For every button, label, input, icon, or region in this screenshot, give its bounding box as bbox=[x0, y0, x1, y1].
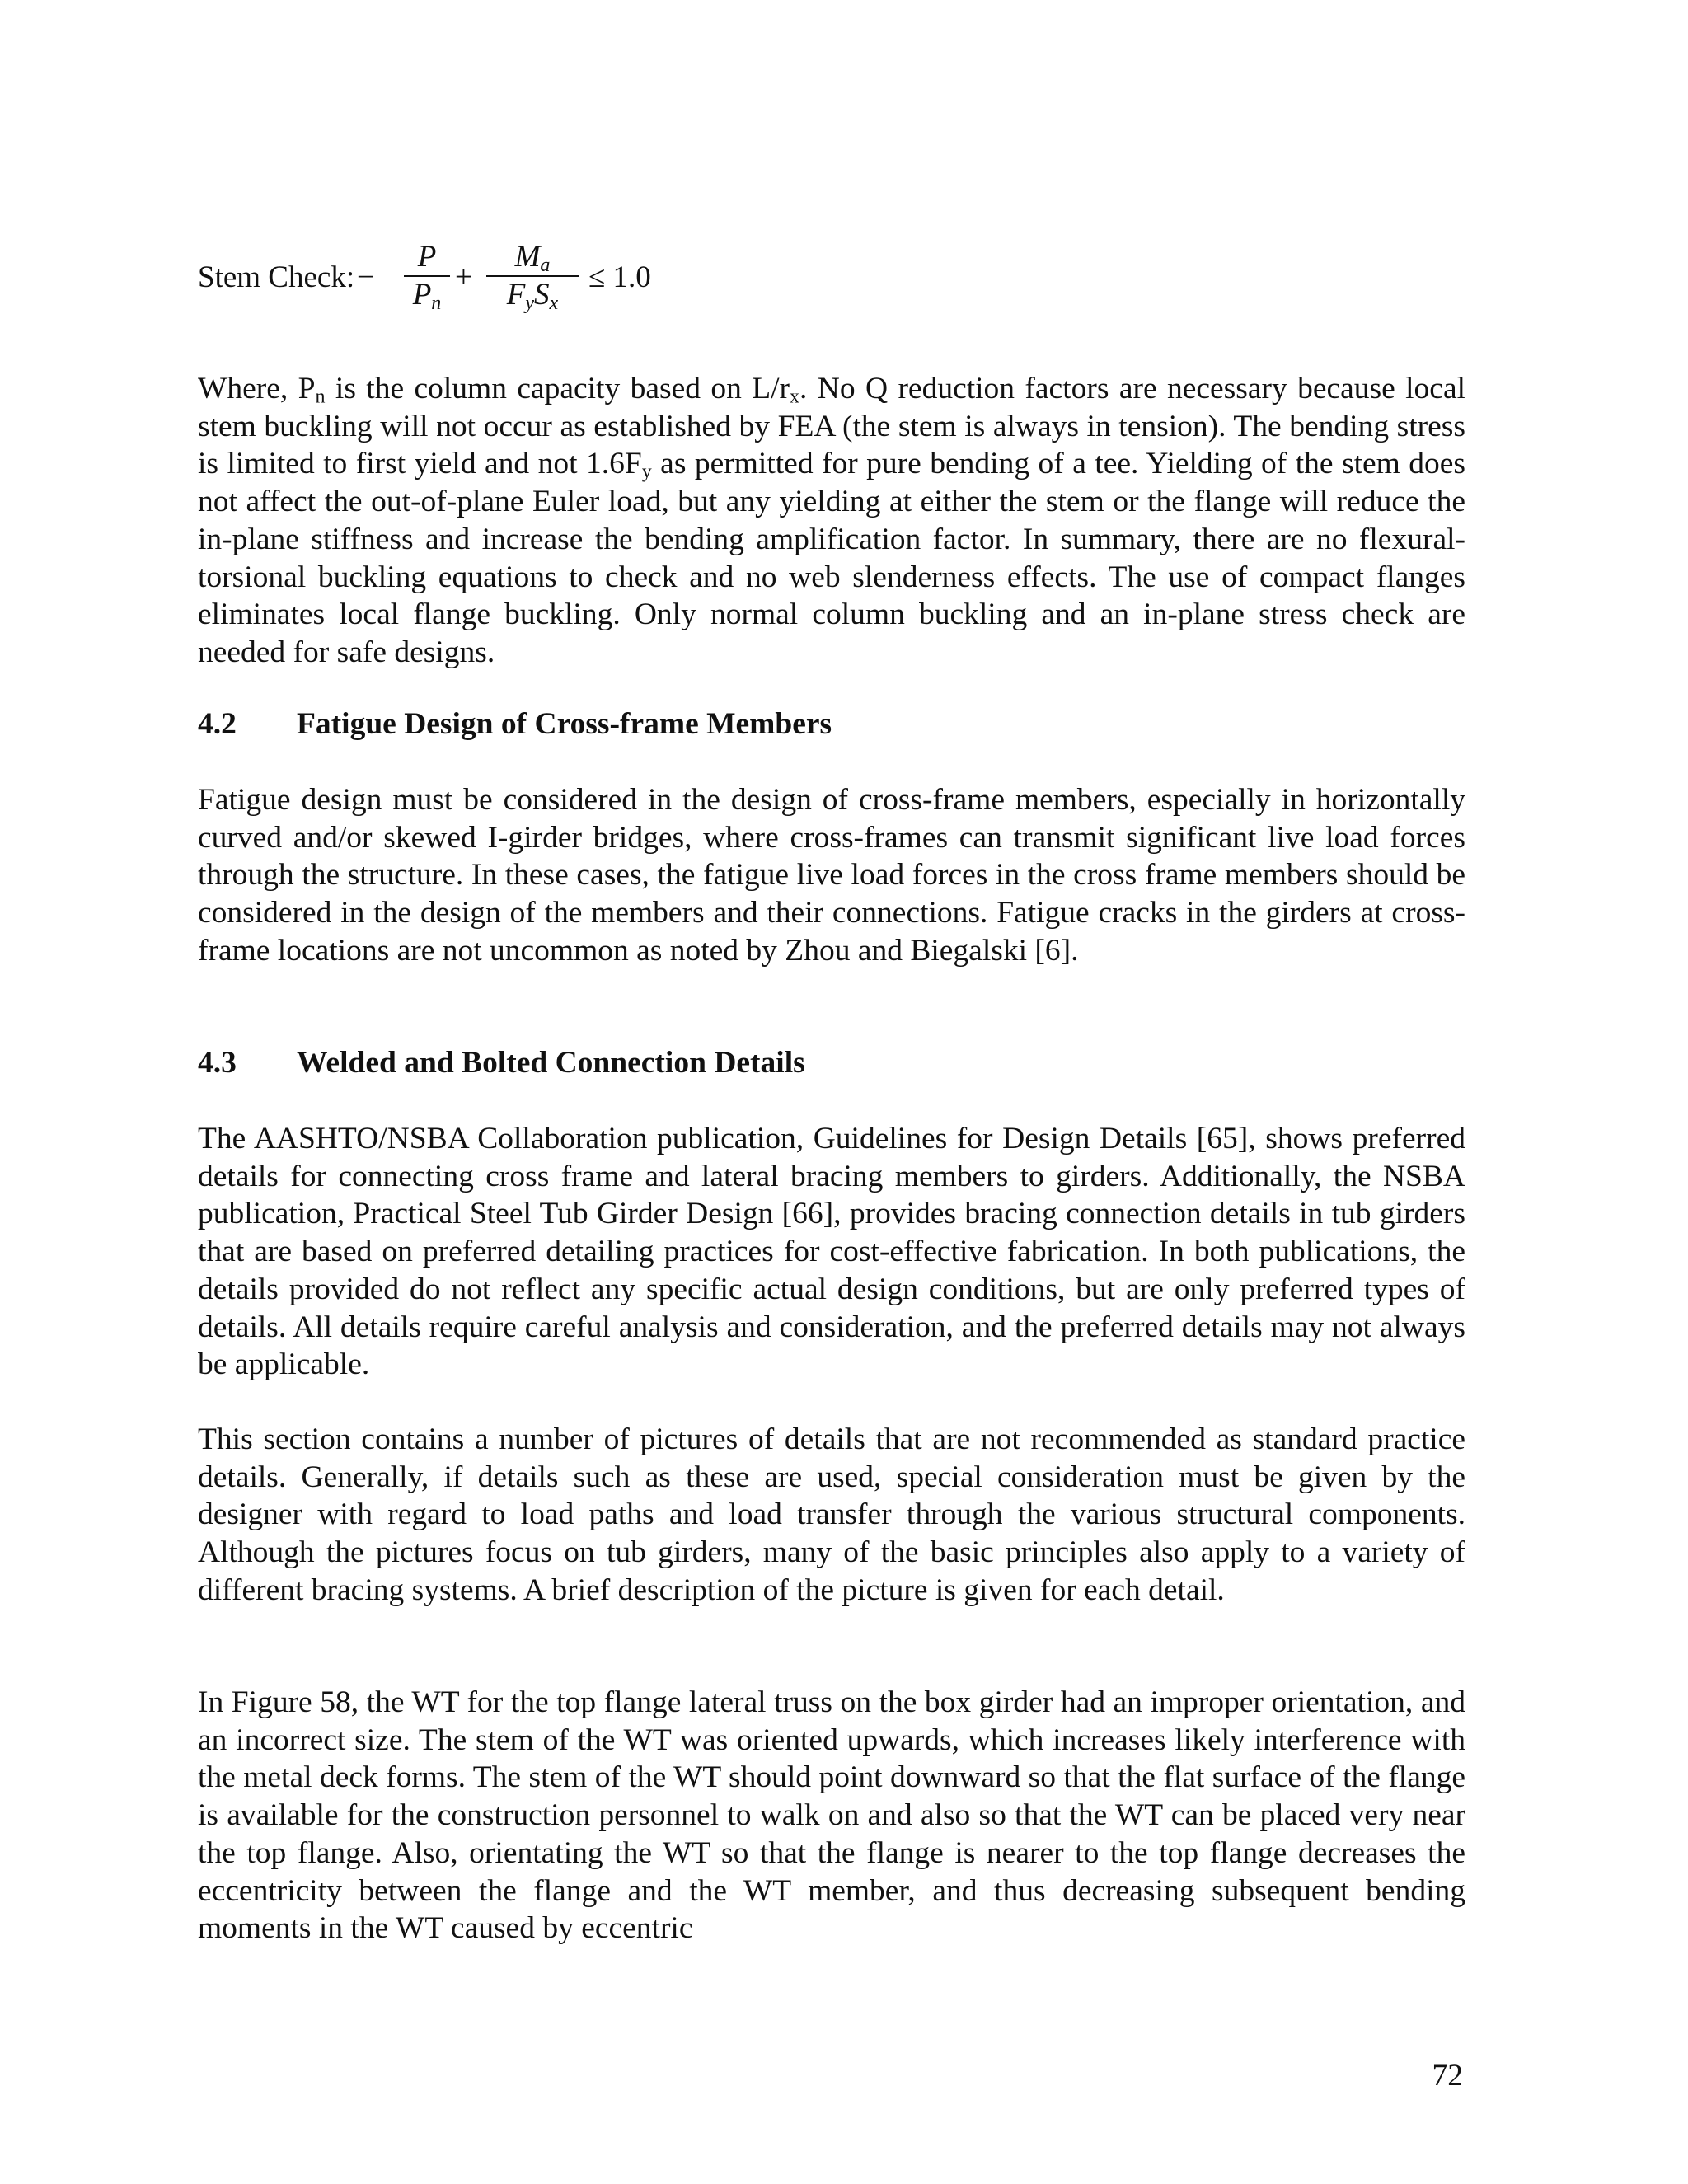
paragraph-pictures: This section contains a number of pictures of details that are not recommended as standard practice details. Generally, if details such as these are used, special consideration must be given by the designer with regard to load paths and load transfer through the various structural components. Although the pictures focus on tub girders, many of the basic principles also apply to a variety of different bracing systems. A brief description of the picture is given for each detail. bbox=[198, 1422, 1465, 1607]
fraction-2-denominator: $F_yS_x$ bbox=[506, 278, 559, 314]
equation-rhs: ≤ 1.0 bbox=[588, 260, 651, 294]
section-heading-4-3 bbox=[198, 1044, 805, 1082]
paragraph-guidelines: The AASHTO/NSBA Collaboration publication, Guidelines for Design Details [65], shows preferred details for connecting cross frame and lateral bracing members to girders. Additionally, the NSBA publication, Practical Steel Tub Girder Design [66], provides bracing connection details in tub girders that are based on preferred detailing practices for cost-effective fabrication. In both publications, the details provided do not reflect any specific actual design conditions, but are only preferred types of details. All details require careful analysis and consideration, and the preferred details may not always be applicable. bbox=[198, 1122, 1465, 1382]
equation-plus: + bbox=[455, 260, 472, 294]
fraction-2-numerator: $M_a$ bbox=[514, 240, 551, 276]
paragraph-figure-58: In Figure 58, the WT for the top flange lateral truss on the box girder had an improper orientation, and an incorrect size. The stem of the WT was oriented upwards, which increases likely interference with the metal deck forms. The stem of the WT should point downward so that the flat surface of the flange is available for the construction personnel to walk on and also so that the WT can be placed very near the top flange. Also, orientating the WT so that the flange is nearer to the top flange decreases the eccentricity between the flange and the WT member, and thus decreasing subsequent bending moments in the WT caused by eccentric bbox=[198, 1685, 1465, 1946]
equation-label: Stem Check: bbox=[198, 260, 355, 294]
section-title: Fatigue Design of Cross-frame Members bbox=[297, 707, 832, 741]
section-number: 4.2 bbox=[198, 707, 237, 741]
section-heading-4-2 bbox=[198, 705, 832, 743]
fraction-p-over-pn bbox=[404, 239, 450, 313]
paragraph-stem-check-explanation: Where, $P_n$ is the column capacity based on $L/r_x$. No Q reduction factors are necessary because local stem buckling will not occur as established by FEA (the stem is always in tension). The bending stress is limited to first yield and not $1.6F_y$ as permitted for pure bending of a tee. Yielding of the stem does not affect the out-of-plane Euler load, but any yielding at either the stem or the flange will reduce the in-plane stiffness and increase the bending amplification factor. In summary, there are no flexural-torsional buckling equations to check and no web slenderness effects. The use of compact flanges eliminates local flange buckling. Only normal column buckling and an in-plane stress check are needed for safe designs. bbox=[198, 372, 1466, 669]
paragraph-fatigue-design: Fatigue design must be considered in the design of cross-frame members, especially in horizontally curved and/or skewed I-girder bridges, where cross-frames can transmit significant live load forces through the structure. In these cases, the fatigue live load forces in the cross frame members should be considered in the design of the members and their connections. Fatigue cracks in the girders at cross-frame locations are not uncommon as noted by Zhou and Biegalski [6]. bbox=[198, 783, 1465, 968]
section-title: Welded and Bolted Connection Details bbox=[297, 1046, 805, 1080]
section-number: 4.3 bbox=[198, 1046, 237, 1080]
fraction-1-numerator: P bbox=[417, 240, 437, 274]
equation-minus: − bbox=[357, 260, 374, 294]
fraction-1-denominator: $P_n$ bbox=[412, 278, 442, 314]
fraction-ma-over-fysx bbox=[486, 239, 579, 313]
